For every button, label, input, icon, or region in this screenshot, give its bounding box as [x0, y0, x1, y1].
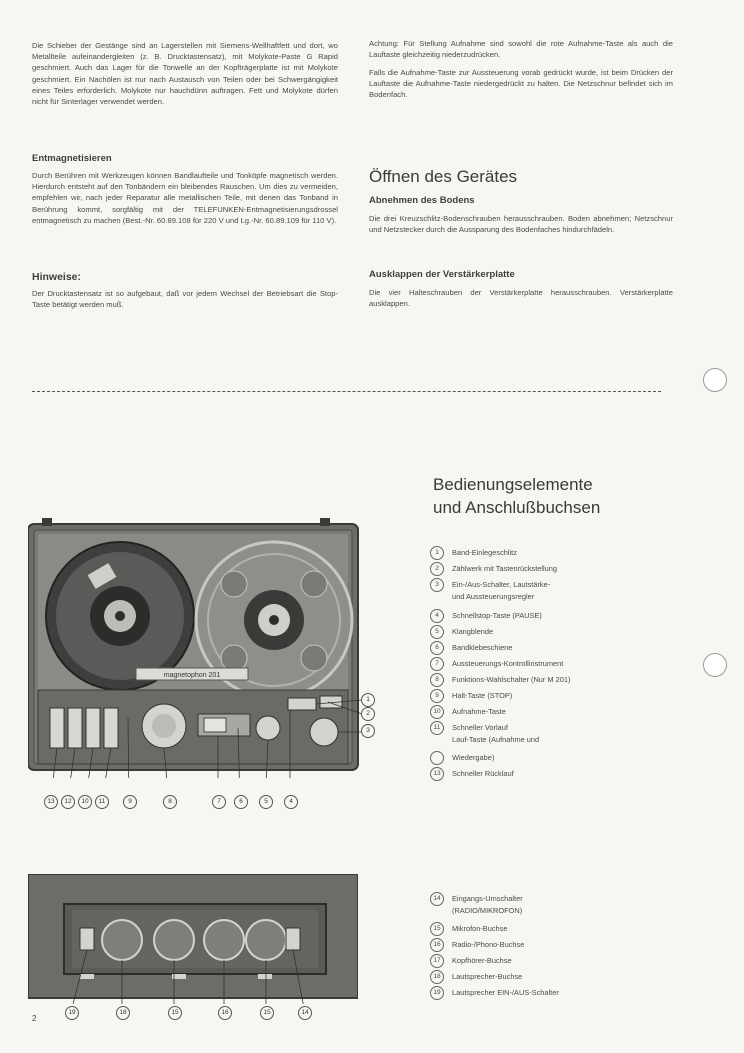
callout-3: 3 — [361, 724, 375, 738]
left-paragraph-demagnetize: Durch Berühren mit Werkzeugen können Bandlaufteile und Tonköpfe magnetisch werden. Hierdurch entsteht auf den Tonbändern ein bleibendes Rauschen. Um dies zu vermeiden, empfehlen wir, nach jeder Reparatur alle metallischen Teile, mit denen das Tonband in Berührung kommt, sorgfältig mit der TELEFUNKEN-Entmagnetisierungsdrossel entmagnetisch zu machen (Best.-Nr. 60.89.108 für 220 V und Lg.-Nr. 60.89.109 für 110 V). — [32, 171, 338, 225]
heading-abnehmen-boden: Abnehmen des Bodens — [369, 195, 475, 206]
left-paragraph-lubrication: Die Schieber der Gestänge sind an Lagerstellen mit Siemens-Wellhaftfett und dort, wo Metallteile aufeinandergleiten (z. B. Drucktastensatz), mit Molykote-Paste G Rapid geschmiert. Auch das Lager für die Tonwelle an der Kopfträgerplatte ist mit Molykote geschmiert. Ein Nachölen ist nur nach Austausch von Teilen oder bei Schwergängigkeit eines Teiles erforderlich. Molykote nur hauchdünn auftragen. Fett und Molykote dürfen nicht für Sinterlager verwendet werden. — [32, 41, 338, 107]
callout-8: 8 — [163, 795, 177, 809]
legend-controls — [430, 546, 690, 786]
legend-row: 4 Schnellstop-Taste (PAUSE) — [430, 609, 542, 623]
right-paragraph-verstaerker: Die vier Halteschrauben der Verstärkerplatte herausschrauben. Verstärkerplatte ausklappen. — [369, 288, 673, 309]
callout-15b: 15 — [260, 1006, 274, 1020]
callout-5: 5 — [259, 795, 273, 809]
heading-entmagnetisieren: Entmagnetisieren — [32, 153, 112, 164]
legend-connectors — [430, 892, 710, 1002]
legend-row: 3 Ein-/Aus-Schalter, Lautstärke- — [430, 578, 550, 592]
callout-4: 4 — [284, 795, 298, 809]
right-paragraph-achtung: Achtung: Für Stellung Aufnahme sind sowohl die rote Aufnahme-Taste als auch die Lauftaste gleichzeitig niederzudrücken. — [369, 39, 673, 60]
legend-row: 18 Lautsprecher-Buchse — [430, 970, 522, 984]
page-number: 2 — [32, 1014, 37, 1023]
callout-14: 14 — [298, 1006, 312, 1020]
tape-recorder-rear-view — [28, 874, 358, 1004]
legend-row: 6 Bandklebeschiene — [430, 641, 512, 655]
tape-recorder-top-view — [28, 518, 366, 778]
punch-hole-bottom — [703, 653, 727, 677]
legend-row: 9 Halt-Taste (STOP) — [430, 689, 512, 703]
section-title-line2: und Anschlußbuchsen — [433, 498, 601, 517]
section-title-line1: Bedienungselemente — [433, 475, 593, 494]
legend-row: 13 Schneller Rücklauf — [430, 767, 514, 781]
callout-13: 13 — [44, 795, 58, 809]
legend-row: (RADIO/MIKROFON) — [452, 906, 523, 915]
right-paragraph-boden: Die drei Kreuzschlitz-Bodenschrauben herausschrauben. Boden abnehmen; Netzschnur und Netzstecker durch die Aussparung des Bodenfaches hindurchfädeln. — [369, 214, 673, 235]
legend-row: 14 Eingangs-Umschalter — [430, 892, 523, 906]
callout-6: 6 — [234, 795, 248, 809]
legend-row: 1 Band-Einlegeschlitz — [430, 546, 517, 560]
callout-18: 18 — [116, 1006, 130, 1020]
callout-1: 1 — [361, 693, 375, 707]
legend-row: und Aussteuerungsregler — [452, 592, 535, 601]
legend-row: Lauf-Taste (Aufnahme und — [452, 735, 540, 744]
callout-2: 2 — [361, 707, 375, 721]
callout-19: 19 — [65, 1006, 79, 1020]
legend-row: 15 Mikrofon-Buchse — [430, 922, 507, 936]
legend-row: 8 Funktions-Wahlschalter (Nur M 201) — [430, 673, 570, 687]
heading-hinweise: Hinweise: — [32, 271, 82, 283]
callout-16: 16 — [218, 1006, 232, 1020]
legend-row: 2 Zählwerk mit Tastenrückstellung — [430, 562, 557, 576]
callout-12: 12 — [61, 795, 75, 809]
right-paragraph-aussteuerung: Falls die Aufnahme-Taste zur Aussteuerung vorab gedrückt wurde, ist beim Drücken der Lauftaste die Aufnahme-Taste niedergedrückt zu halten. Die Netzschnur befindet sich im Bodenfach. — [369, 68, 673, 100]
callout-9: 9 — [123, 795, 137, 809]
legend-row: 17 Kopfhörer-Buchse — [430, 954, 512, 968]
callout-7: 7 — [212, 795, 226, 809]
punch-hole-top — [703, 368, 727, 392]
legend-row: 7 Aussteuerungs-Kontrollinstrument — [430, 657, 563, 671]
callout-11: 11 — [95, 795, 109, 809]
legend-row: Wiedergabe) — [430, 751, 494, 765]
legend-row: 16 Radio-/Phono-Buchse — [430, 938, 524, 952]
callout-15a: 15 — [168, 1006, 182, 1020]
legend-row: 5 Klangblende — [430, 625, 493, 639]
heading-verstaerkerplatte: Ausklappen der Verstärkerplatte — [369, 269, 515, 280]
legend-row: 19 Lautsprecher EIN-/AUS-Schalter — [430, 986, 559, 1000]
heading-oeffnen: Öffnen des Gerätes — [369, 167, 518, 186]
legend-row: 10 Aufnahme-Taste — [430, 705, 506, 719]
device-label-text: magnetophon 201 — [163, 672, 221, 679]
callout-10: 10 — [78, 795, 92, 809]
section-divider — [32, 391, 661, 392]
legend-row: 11 Schneller Vorlauf — [430, 721, 508, 735]
left-paragraph-hinweise: Der Drucktastensatz ist so aufgebaut, daß vor jedem Wechsel der Betriebsart die Stop-Taste betätigt werden muß. — [32, 289, 338, 310]
